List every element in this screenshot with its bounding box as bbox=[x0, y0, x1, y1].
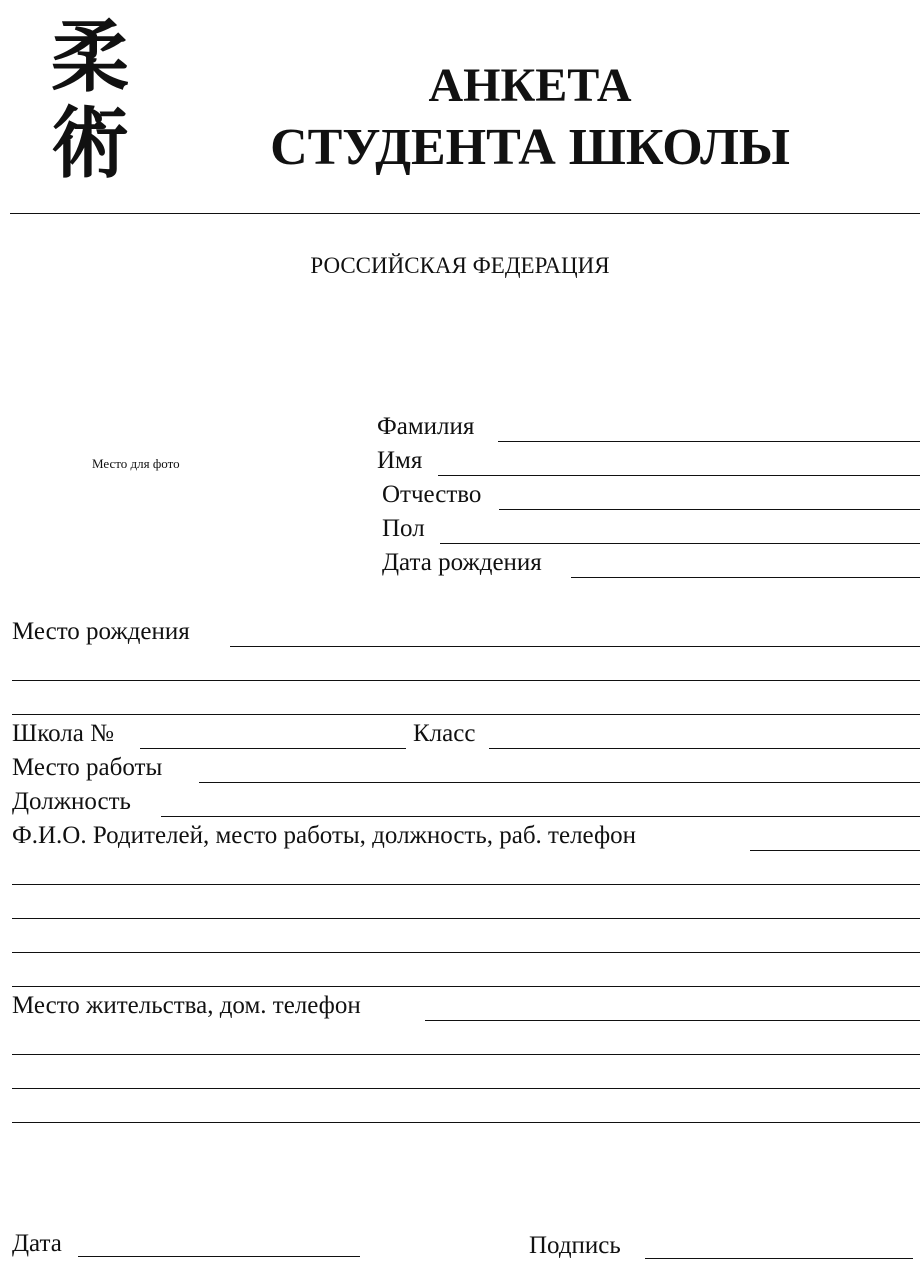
residence-field-line4[interactable] bbox=[12, 1122, 920, 1123]
residence-field-line3[interactable] bbox=[12, 1088, 920, 1089]
parents-field-line2[interactable] bbox=[12, 884, 920, 885]
country-heading: РОССИЙСКАЯ ФЕДЕРАЦИЯ bbox=[310, 253, 610, 278]
residence-field[interactable] bbox=[425, 1020, 920, 1021]
jujutsu-logo-icon bbox=[40, 2, 150, 182]
surname-label: Фамилия bbox=[377, 413, 475, 440]
residence-field-line2[interactable] bbox=[12, 1054, 920, 1055]
parents-field-line3[interactable] bbox=[12, 918, 920, 919]
surname-field[interactable] bbox=[498, 441, 920, 442]
parents-label: Ф.И.О. Родителей, место работы, должность, раб. телефон bbox=[12, 822, 637, 849]
workplace-label: Место работы bbox=[12, 754, 163, 781]
parents-field-line4[interactable] bbox=[12, 952, 920, 953]
birthplace-label: Место рождения bbox=[12, 618, 190, 645]
patronymic-label: Отчество bbox=[382, 481, 482, 508]
gender-field[interactable] bbox=[440, 543, 920, 544]
birthplace-field-line2[interactable] bbox=[12, 680, 920, 681]
gender-label: Пол bbox=[382, 515, 425, 542]
school-label: Школа № bbox=[12, 720, 114, 747]
class-field[interactable] bbox=[489, 748, 920, 749]
workplace-field[interactable] bbox=[199, 782, 920, 783]
name-field[interactable] bbox=[438, 475, 920, 476]
birth-date-field[interactable] bbox=[571, 577, 920, 578]
birthplace-field[interactable] bbox=[230, 646, 920, 647]
patronymic-field[interactable] bbox=[499, 509, 920, 510]
residence-label: Место жительства, дом. телефон bbox=[12, 992, 361, 1019]
parents-field-line5[interactable] bbox=[12, 986, 920, 987]
class-label: Класс bbox=[413, 720, 476, 747]
logo-glyph-jutsu: 術 bbox=[50, 99, 130, 182]
birthplace-field-line3[interactable] bbox=[12, 714, 920, 715]
position-label: Должность bbox=[12, 788, 131, 815]
signature-label: Подпись bbox=[529, 1232, 621, 1259]
logo-glyph-ju: 柔 bbox=[50, 13, 130, 103]
jujutsu-calligraphy-logo bbox=[40, 2, 150, 182]
photo-placeholder: Место для фото bbox=[92, 456, 180, 471]
form-title-line1: АНКЕТА bbox=[428, 59, 632, 112]
date-label: Дата bbox=[12, 1230, 62, 1257]
parents-field[interactable] bbox=[750, 850, 920, 851]
position-field[interactable] bbox=[161, 816, 920, 817]
form-title-line2: СТУДЕНТА ШКОЛЫ bbox=[270, 119, 790, 176]
name-label: Имя bbox=[377, 447, 423, 474]
birth-date-label: Дата рождения bbox=[382, 549, 542, 576]
date-field[interactable] bbox=[78, 1256, 360, 1257]
signature-field[interactable] bbox=[645, 1258, 913, 1259]
header-divider bbox=[10, 213, 920, 214]
school-number-field[interactable] bbox=[140, 748, 406, 749]
